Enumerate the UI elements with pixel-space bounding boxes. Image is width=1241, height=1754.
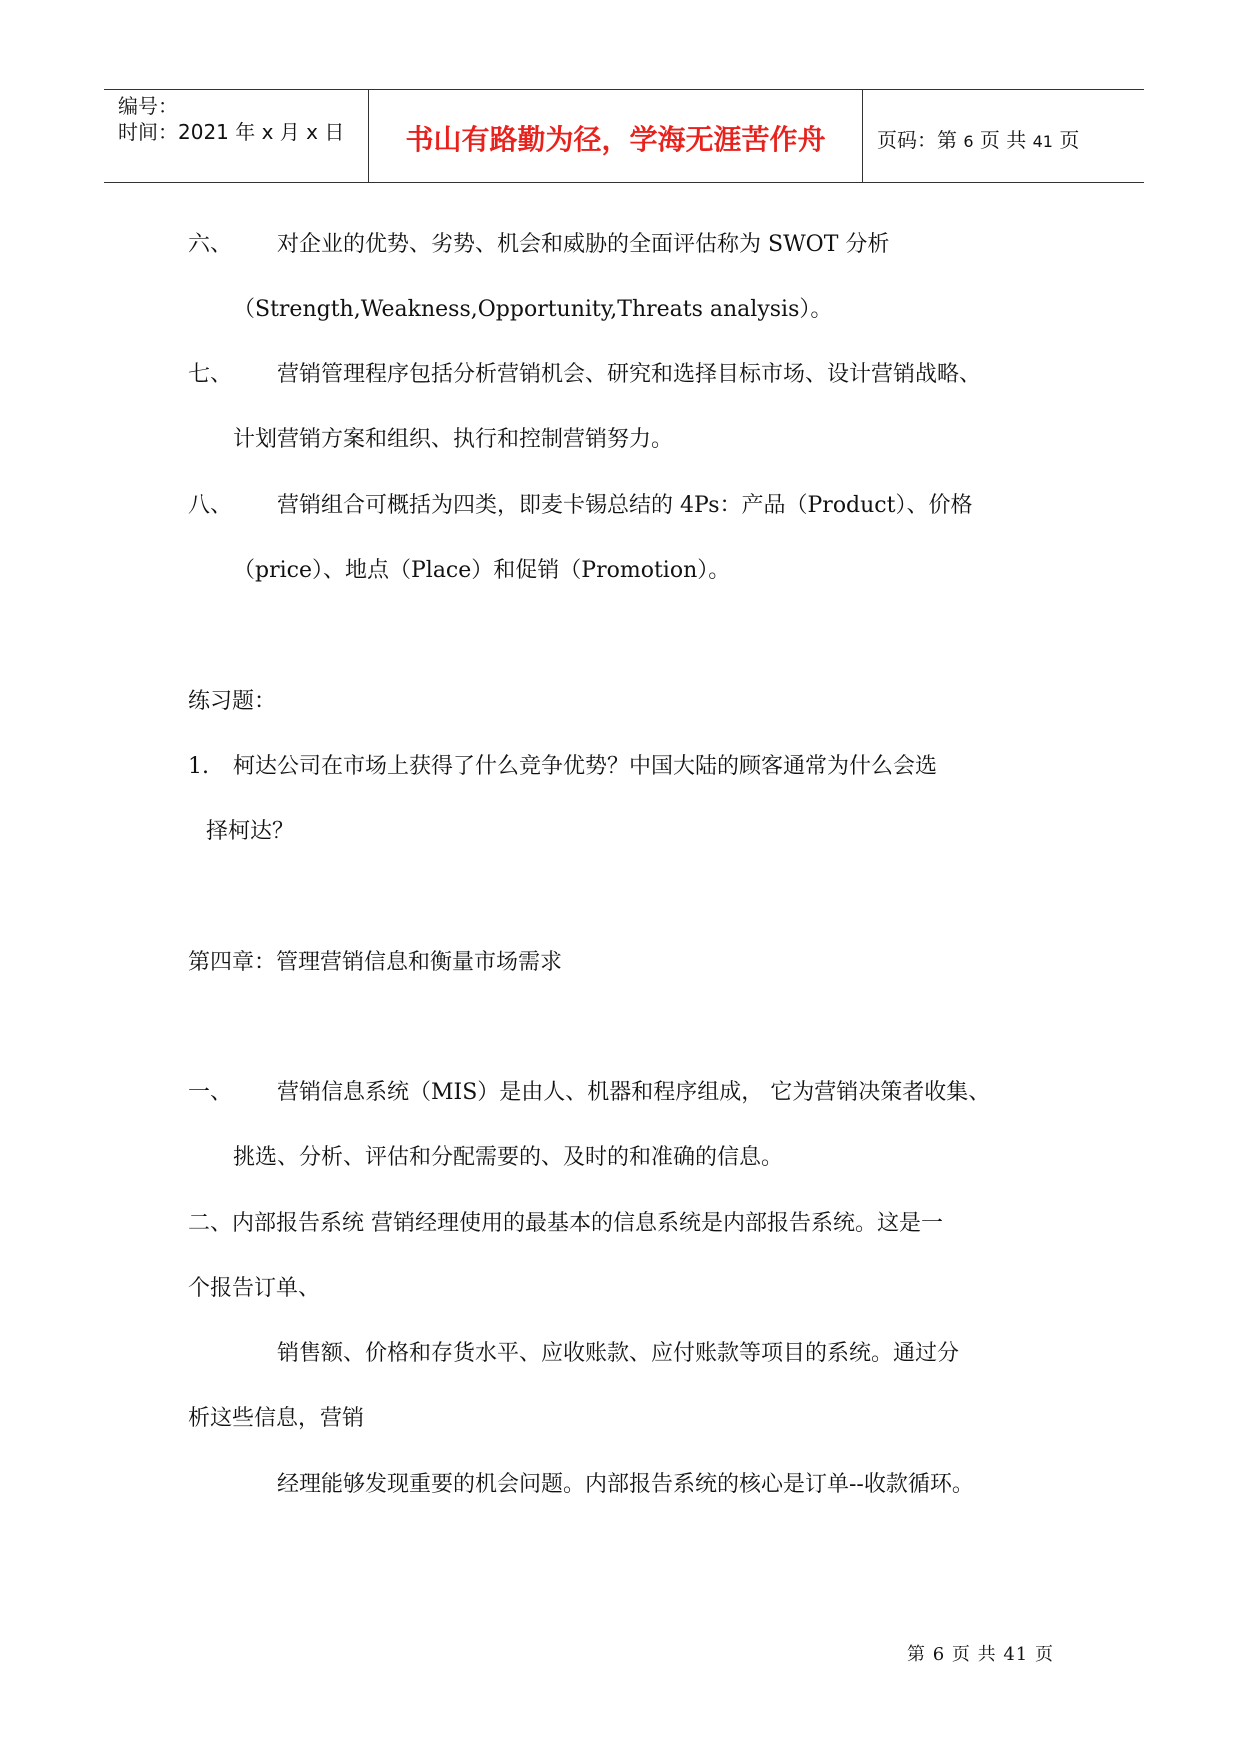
motto: 书山有路勤为径，学海无涯苦作舟	[405, 123, 826, 156]
exercise-title: 练习题：	[188, 689, 277, 714]
header-page-cell	[863, 90, 1144, 182]
chapter-title: 第四章：管理营销信息和衡量市场需求	[188, 950, 563, 975]
question-text: 择柯达？	[206, 819, 295, 844]
chapter-item-text: 经理能够发现重要的机会问题。内部报告系统的核心是订单--收款循环。	[277, 1472, 974, 1497]
item-text: 计划营销方案和组织、执行和控制营销努力。	[233, 427, 674, 452]
item-marker: 六、	[188, 232, 233, 257]
document-header	[104, 89, 1144, 183]
page-label-pre: 页码：第	[877, 128, 957, 152]
item-text: （Strength,Weakness,Opportunity,Threats analysis）。	[233, 297, 833, 322]
page-label-mid: 页 共	[979, 128, 1027, 152]
page-indicator	[877, 124, 1079, 153]
page-footer: 第 6 页 共 41 页	[907, 1644, 1054, 1665]
page-label-post: 页	[1059, 128, 1080, 152]
question-marker: 1.	[188, 754, 209, 779]
item-text: （price）、地点（Place）和促销（Promotion）。	[233, 558, 731, 583]
chapter-item-text: 个报告订单、	[188, 1276, 321, 1301]
time-label: 时间：2021 年 x 月 x 日	[118, 120, 345, 144]
header-meta-cell	[104, 90, 369, 182]
question-text: 柯达公司在市场上获得了什么竞争优势？中国大陆的顾客通常为什么会选	[233, 754, 938, 779]
page-number: 6	[963, 132, 974, 151]
item-text: 营销组合可概括为四类，即麦卡锡总结的 4Ps：产品（Product）、价格	[277, 493, 973, 518]
chapter-item-text: 二、内部报告系统 营销经理使用的最基本的信息系统是内部报告系统。这是一	[188, 1211, 943, 1236]
chapter-item-text: 挑选、分析、评估和分配需要的、及时的和准确的信息。	[233, 1145, 784, 1170]
header-motto-cell	[369, 90, 863, 182]
item-marker: 八、	[188, 493, 233, 518]
item-text: 对企业的优势、劣势、机会和威胁的全面评估称为 SWOT 分析	[277, 232, 890, 257]
chapter-item-text: 析这些信息，营销	[188, 1406, 365, 1431]
page-total: 41	[1032, 132, 1053, 151]
item-marker: 七、	[188, 362, 233, 387]
chapter-item-text: 营销信息系统（MIS）是由人、机器和程序组成， 它为营销决策者收集、	[277, 1080, 991, 1105]
chapter-item-text: 销售额、价格和存货水平、应收账款、应付账款等项目的系统。通过分	[277, 1341, 960, 1366]
chapter-item-marker: 一、	[188, 1080, 233, 1105]
item-text: 营销管理程序包括分析营销机会、研究和选择目标市场、设计营销战略、	[277, 362, 982, 387]
number-label: 编号：	[118, 94, 178, 118]
